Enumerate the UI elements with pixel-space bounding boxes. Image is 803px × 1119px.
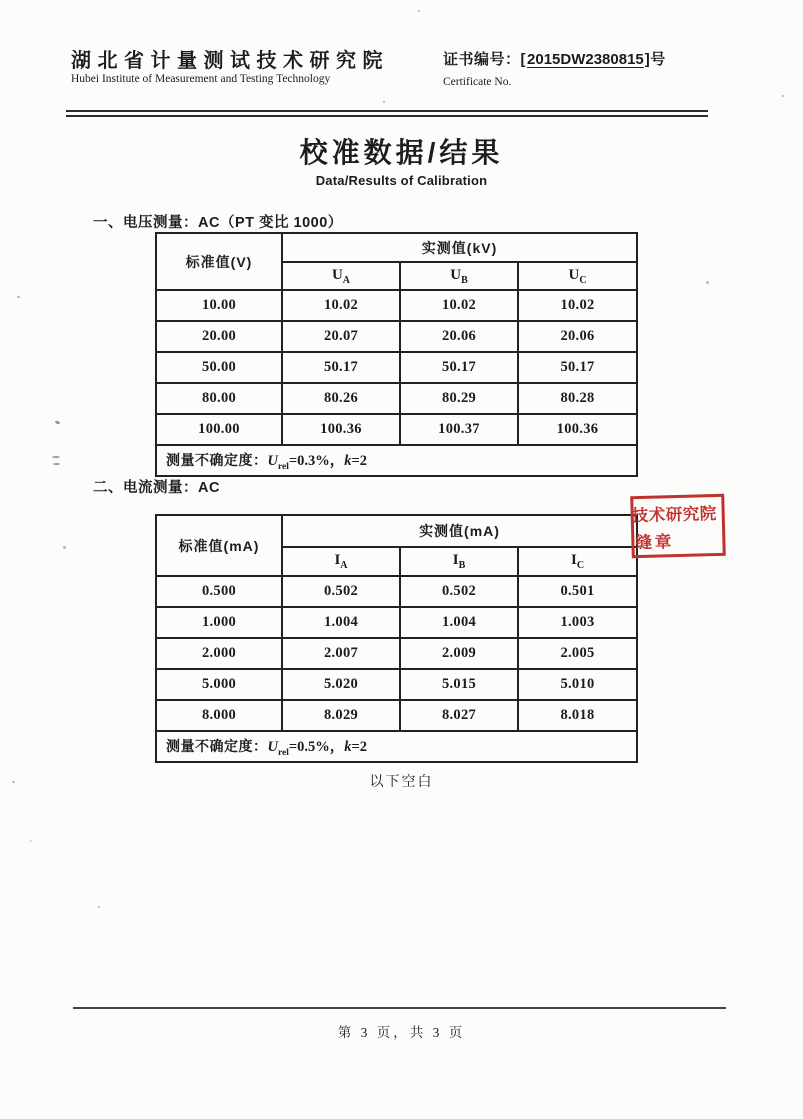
voltage-measured-header: 实测值(kV) (282, 233, 637, 262)
table-cell: 2.009 (400, 638, 518, 669)
org-name-cn: 湖北省计量测试技术研究院 (71, 50, 389, 72)
page-number: 第 3 页，共 3 页 (337, 1025, 466, 1040)
current-measured-header: 实测值(mA) (282, 515, 637, 547)
table-cell: 80.26 (282, 383, 400, 414)
header-divider-rule (66, 110, 708, 117)
phase-symbol: U (450, 266, 462, 283)
current-uncertainty-row (156, 731, 637, 762)
table-cell: 10.02 (400, 290, 518, 321)
voltage-table (155, 232, 638, 477)
table-cell: 10.02 (282, 290, 400, 321)
table-cell: 10.00 (156, 290, 282, 321)
coverage-factor-symbol: k (344, 739, 352, 756)
table-cell: 5.020 (282, 669, 400, 700)
current-std-header: 标准值(mA) (156, 515, 282, 576)
certificate-number-label: 证书编号： (443, 51, 521, 68)
certificate-number-line (443, 48, 666, 69)
scan-speck (52, 456, 60, 458)
phase-symbol: U (568, 266, 580, 283)
current-phase-b-header (400, 547, 518, 576)
phase-subscript: B (458, 560, 466, 571)
table-cell: 1.004 (282, 607, 400, 638)
table-cell: 100.37 (400, 414, 518, 445)
scan-speck (98, 906, 100, 908)
current-uncertainty-cell (156, 731, 637, 762)
phase-subscript: B (461, 274, 468, 286)
table-cell: 5.000 (156, 669, 282, 700)
footer-divider-rule (73, 1007, 726, 1009)
table-cell: 100.00 (156, 414, 282, 445)
scan-speck (55, 420, 61, 425)
voltage-std-header: 标准值(V) (156, 233, 282, 290)
voltage-uncertainty-cell (156, 445, 637, 476)
current-table-row (156, 638, 637, 669)
uncertainty-label: 测量不确定度： (166, 738, 268, 755)
table-cell: 50.17 (282, 352, 400, 383)
table-cell: 80.29 (400, 383, 518, 414)
scan-speck (53, 463, 60, 465)
voltage-phase-a-header (282, 262, 400, 290)
table-cell: 1.000 (156, 607, 282, 638)
scan-speck (418, 10, 420, 12)
scan-speck (706, 281, 709, 284)
table-cell: 50.00 (156, 352, 282, 383)
table-cell: 0.500 (156, 576, 282, 607)
uncertainty-formula (267, 453, 368, 472)
stamp-text-line1: 技术研究院 (631, 504, 717, 526)
table-cell: 5.010 (518, 669, 637, 700)
page-title-cn: 校准数据/结果 (299, 137, 504, 168)
table-cell: 80.00 (156, 383, 282, 414)
red-seal-stamp (630, 494, 726, 558)
certificate-number: 2015DW2380815 (527, 51, 644, 68)
voltage-table-row (156, 352, 637, 383)
scan-speck (383, 101, 385, 103)
phase-symbol: I (452, 552, 459, 568)
phase-subscript: C (579, 274, 587, 286)
table-cell: 50.17 (400, 352, 518, 383)
table-cell: 20.00 (156, 321, 282, 352)
table-cell: 0.501 (518, 576, 637, 607)
phase-symbol: I (334, 552, 341, 568)
table-cell: 1.004 (400, 607, 518, 638)
table-cell: 0.502 (282, 576, 400, 607)
voltage-section-heading: 一、电压测量：AC（PT 变比 1000） (93, 215, 343, 231)
scan-speck (782, 95, 784, 97)
uncertainty-symbol: U (267, 453, 278, 470)
current-section-heading: 二、电流测量：AC (93, 480, 220, 496)
scan-speck (30, 840, 32, 842)
voltage-table-row (156, 290, 637, 321)
table-cell: 100.36 (282, 414, 400, 445)
blank-below-note: 以下空白 (369, 773, 434, 789)
phase-symbol: U (331, 266, 343, 283)
voltage-phase-b-header (400, 262, 518, 290)
certificate-number-label-en: Certificate No. (443, 76, 512, 88)
table-cell: 2.007 (282, 638, 400, 669)
org-name-en: Hubei Institute of Measurement and Testing Technology (71, 73, 331, 85)
uncertainty-formula (267, 739, 368, 758)
uncertainty-value: =0.5%， (288, 739, 345, 756)
table-cell: 20.07 (282, 321, 400, 352)
table-cell: 20.06 (400, 321, 518, 352)
voltage-table-row (156, 414, 637, 445)
current-table-row (156, 700, 637, 731)
current-table (155, 514, 638, 763)
voltage-table-row (156, 383, 637, 414)
table-cell: 1.003 (518, 607, 637, 638)
table-cell: 20.06 (518, 321, 637, 352)
certificate-number-suffix: 号 (650, 51, 666, 68)
phase-subscript: A (340, 560, 348, 571)
scan-speck (12, 781, 15, 783)
current-table-row (156, 669, 637, 700)
current-table-row (156, 576, 637, 607)
current-phase-c-header (518, 547, 637, 576)
table-cell: 10.02 (518, 290, 637, 321)
table-cell: 100.36 (518, 414, 637, 445)
scan-speck (17, 296, 20, 298)
table-cell: 8.027 (400, 700, 518, 731)
coverage-factor-symbol: k (344, 453, 352, 470)
phase-subscript: A (342, 274, 351, 286)
current-table-row (156, 607, 637, 638)
voltage-phase-c-header (518, 262, 637, 290)
scan-speck (63, 546, 66, 549)
table-cell: 5.015 (400, 669, 518, 700)
coverage-factor-value: =2 (351, 453, 368, 470)
uncertainty-subscript: rel (277, 747, 289, 758)
phase-subscript: C (576, 560, 585, 571)
stamp-text-line2: 缝章 (635, 533, 675, 553)
table-cell: 50.17 (518, 352, 637, 383)
table-cell: 8.029 (282, 700, 400, 731)
table-cell: 80.28 (518, 383, 637, 414)
certificate-bracket-open: [ (520, 51, 527, 68)
voltage-table-row (156, 321, 637, 352)
uncertainty-value: =0.3%， (288, 453, 345, 470)
table-cell: 8.018 (518, 700, 637, 731)
coverage-factor-value: =2 (351, 739, 368, 756)
uncertainty-subscript: rel (277, 461, 289, 472)
certificate-bracket-close: ] (644, 51, 651, 68)
uncertainty-symbol: U (267, 739, 278, 756)
certificate-number-block (443, 48, 666, 88)
table-cell: 2.005 (518, 638, 637, 669)
phase-symbol: I (570, 552, 577, 568)
voltage-uncertainty-row (156, 445, 637, 476)
table-cell: 2.000 (156, 638, 282, 669)
current-phase-a-header (282, 547, 400, 576)
table-cell: 0.502 (400, 576, 518, 607)
uncertainty-label: 测量不确定度： (166, 452, 268, 469)
table-cell: 8.000 (156, 700, 282, 731)
page-title-en: Data/Results of Calibration (315, 173, 488, 188)
